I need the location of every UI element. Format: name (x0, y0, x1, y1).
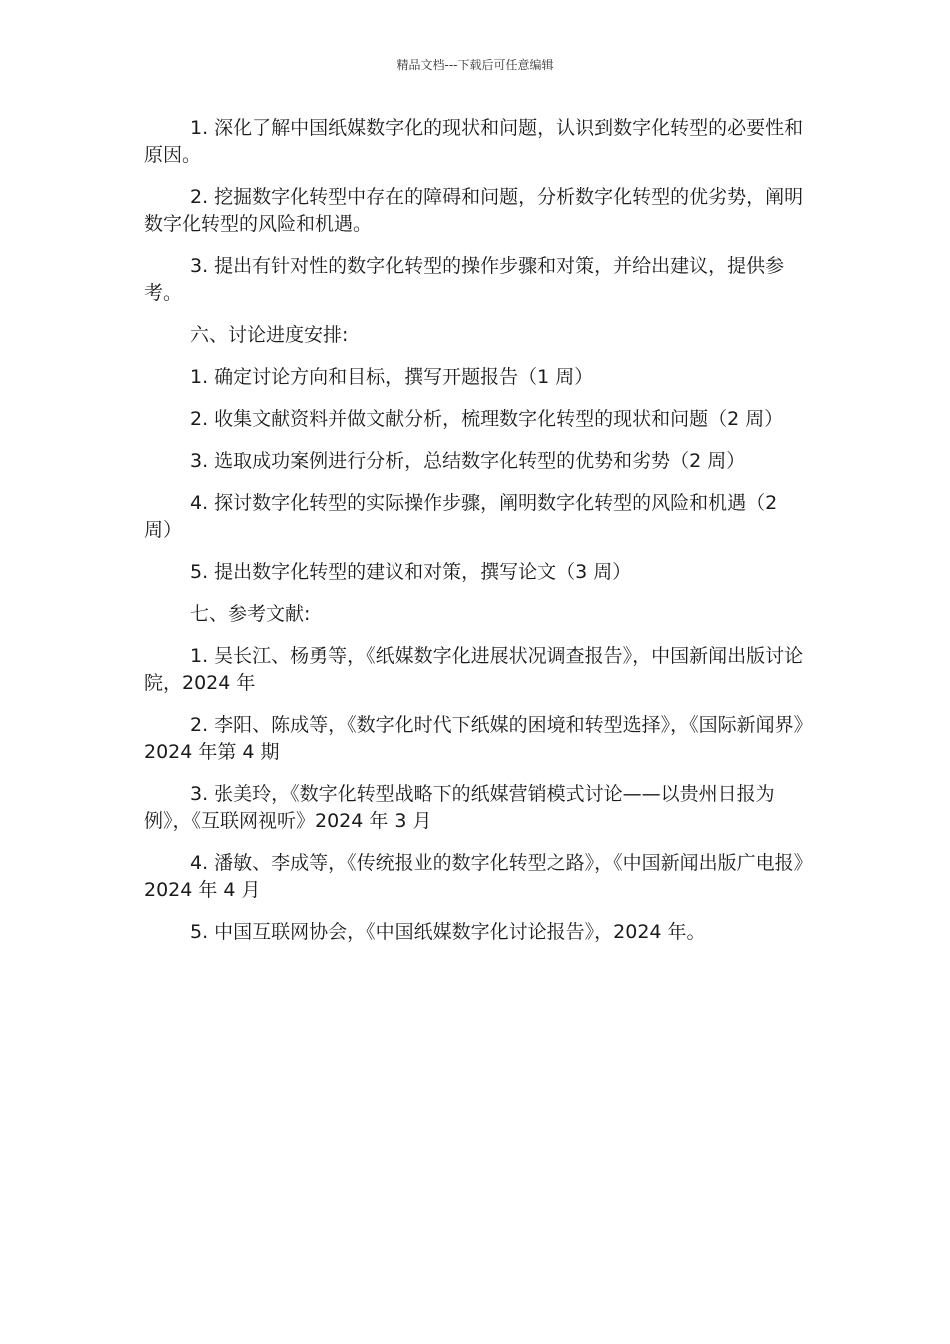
reference-item-5: 5. 中国互联网协会，《中国纸媒数字化讨论报告》，2024 年。 (190, 921, 706, 943)
reference-item-3: 3. 张美玲，《数字化转型战略下的纸媒营销模式讨论——以贵州日报为例》，《互联网视听》2024 年 3 月 (144, 783, 775, 832)
section-heading-references: 七、参考文献: (190, 603, 311, 625)
section-heading-schedule: 六、讨论进度安排: (190, 324, 349, 346)
reference-item-2: 2. 李阳、陈成等，《数字化时代下纸媒的困境和转型选择》，《国际新闻界》2024 年第 4 期 (144, 714, 804, 763)
schedule-item-5: 5. 提出数字化转型的建议和对策，撰写论文（3 周） (190, 561, 632, 583)
page-header-watermark: 精品文档---下载后可任意编辑 (396, 58, 554, 72)
goal-item-2: 2. 挖掘数字化转型中存在的障碍和问题，分析数字化转型的优劣势，阐明数字化转型的风险和机遇。 (144, 186, 804, 235)
goal-item-1: 1. 深化了解中国纸媒数字化的现状和问题，认识到数字化转型的必要性和原因。 (144, 117, 804, 166)
schedule-item-3: 3. 选取成功案例进行分析，总结数字化转型的优势和劣势（2 周） (190, 450, 746, 472)
reference-item-4: 4. 潘敏、李成等，《传统报业的数字化转型之路》，《中国新闻出版广电报》2024 年 4 月 (144, 852, 804, 901)
goal-item-3: 3. 提出有针对性的数字化转型的操作步骤和对策，并给出建议，提供参考。 (144, 255, 785, 304)
reference-item-1: 1. 吴长江、杨勇等，《纸媒数字化进展状况调查报告》，中国新闻出版讨论院，2024 年 (144, 645, 804, 694)
schedule-item-2: 2. 收集文献资料并做文献分析，梳理数字化转型的现状和问题（2 周） (190, 408, 784, 430)
schedule-item-1: 1. 确定讨论方向和目标，撰写开题报告（1 周） (190, 366, 594, 388)
document-body (144, 115, 806, 961)
schedule-item-4: 4. 探讨数字化转型的实际操作步骤，阐明数字化转型的风险和机遇（2 周） (144, 492, 778, 541)
